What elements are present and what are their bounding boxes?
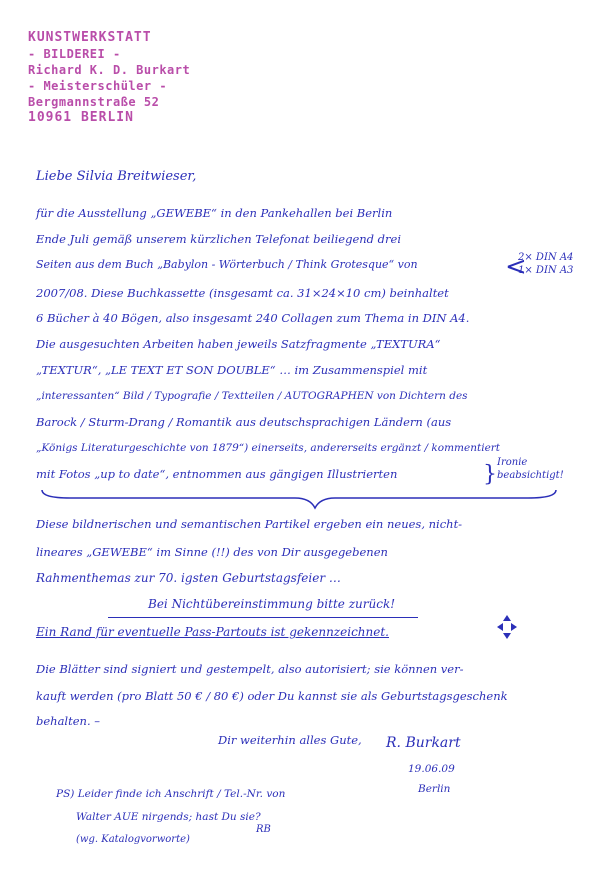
stamp-line: 10961 BERLIN (28, 110, 134, 125)
body-line: Die Blätter sind signiert und gestempelt, also autorisiert; sie können ver- (36, 662, 464, 676)
stamp-line: Bergmannstraße 52 (28, 95, 160, 109)
body-line: mit Fotos „up to date“, entnommen aus gängigen Illustrierten (36, 467, 398, 481)
body-line: Diese bildnerischen und semantischen Partikel ergeben ein neues, nicht- (36, 517, 463, 531)
note-underline (108, 617, 418, 618)
margin-arrows-icon (496, 614, 518, 640)
place: Berlin (418, 783, 451, 795)
body-line: „Königs Literaturgeschichte von 1879“) einerseits, andererseits ergänzt / kommentiert (36, 442, 501, 454)
body-line: Rahmenthemas zur 70. igsten Geburtstagsfeier … (36, 571, 341, 585)
body-line: Die ausgesuchten Arbeiten haben jeweils Satzfragmente „TEXTURA“ (36, 337, 441, 351)
body-line: „TEXTUR“, „LE TEXT ET SON DOUBLE“ … im Zusammenspiel mit (36, 363, 428, 377)
stamp-line: - BILDEREI - (28, 47, 121, 61)
salutation: Liebe Silvia Breitwieser, (36, 169, 197, 184)
closing: Dir weiterhin alles Gute, (218, 733, 362, 747)
format-aside-1: 2× DIN A4 (518, 252, 574, 263)
irony-aside-2: beabsichtigt! (497, 470, 564, 481)
body-line: „interessanten“ Bild / Typografie / Textteilen / AUTOGRAPHEN von Dichtern des (36, 390, 468, 402)
postscript-line: (wg. Katalogvorworte) (76, 834, 190, 845)
body-line: lineares „GEWEBE“ im Sinne (!!) des von Dir ausgegebenen (36, 545, 388, 559)
body-line: 6 Bücher à 40 Bögen, also insgesamt 240 Collagen zum Thema in DIN A4. (36, 311, 470, 325)
irony-aside-1: Ironie (497, 457, 528, 468)
signature: R. Burkart (386, 735, 461, 751)
body-line: für die Ausstellung „GEWEBE“ in den Pankehallen bei Berlin (36, 206, 393, 220)
passepartout-note: Ein Rand für eventuelle Pass-Partouts ist gekennzeichnet. (36, 625, 389, 639)
date: 19.06.09 (408, 763, 455, 775)
body-line: Ende Juli gemäß unserem kürzlichen Telefonat beiliegend drei (36, 232, 402, 246)
postscript-line: PS) Leider finde ich Anschrift / Tel.-Nr. von (56, 788, 286, 800)
underbrace (40, 488, 560, 510)
body-line: behalten. – (36, 714, 101, 728)
stamp-line: - Meisterschüler - (28, 79, 168, 93)
body-line: 2007/08. Diese Buchkassette (insgesamt ca. 31×24×10 cm) beinhaltet (36, 286, 449, 300)
body-line: kauft werden (pro Blatt 50 € / 80 €) oder Du kannst sie als Geburtstagsgeschenk (36, 689, 508, 703)
postscript-initials: RB (256, 824, 271, 835)
stamp-line: KUNSTWERKSTATT (28, 30, 152, 45)
brace-right: } (483, 462, 497, 487)
postscript-line: Walter AUE nirgends; hast Du sie? (76, 811, 261, 823)
body-line: Barock / Sturm-Drang / Romantik aus deutschsprachigen Ländern (aus (36, 415, 452, 429)
mismatch-note: Bei Nichtübereinstimmung bitte zurück! (148, 597, 396, 611)
body-line: Seiten aus dem Buch „Babylon - Wörterbuch / Think Grotesque“ von (36, 258, 418, 271)
brace-left: < (505, 252, 527, 282)
format-aside-2: 1× DIN A3 (518, 265, 574, 276)
address-stamp (28, 30, 198, 126)
stamp-line: Richard K. D. Burkart (28, 63, 191, 77)
